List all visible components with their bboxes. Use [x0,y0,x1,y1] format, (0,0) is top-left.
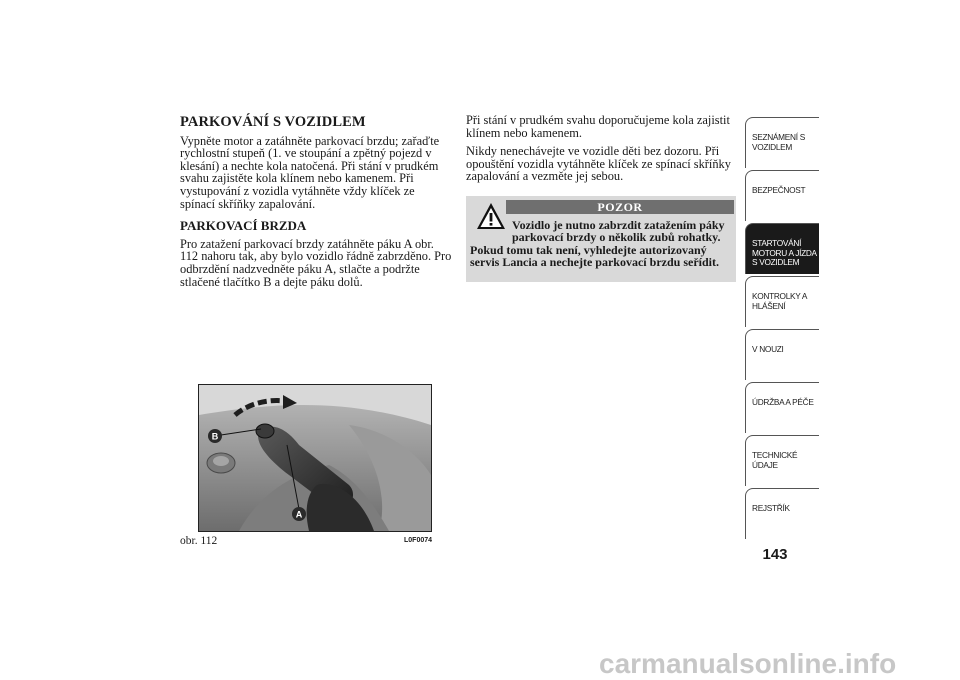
tab-seznameni[interactable] [745,117,819,168]
tab-label: KONTROLKY A HLÁŠENÍ [752,291,807,311]
parking-brake-figure [198,384,432,532]
warning-text-rest: Pokud tomu tak není, vyhledejte autorizovaný servis Lancia a nechejte parkovací brzdu seřídit. [470,242,719,269]
warning-text [470,219,732,268]
parking-brake-paragraph: Pro zatažení parkovací brzdy zatáhněte páku A obr. 112 nahoru tak, aby bylo vozidlo řádně zabrzděno. Pro odbrzdění nadzvedněte páku A, stlačte a podržte stlačené tlačítko B a dejte páku dolů. [180,236,452,289]
slope-paragraph: Při stání v prudkém svahu doporučujeme kola zajistit klínem nebo kamenem. [466,113,730,140]
tab-kontrolky[interactable] [745,276,819,327]
tab-technicke-udaje[interactable] [745,435,819,486]
tab-label: V NOUZI [752,344,784,354]
tab-udrzba[interactable] [745,382,819,433]
figure-caption: obr. 112 [180,535,218,547]
watermark: carmanualsonline.info [599,648,897,679]
tab-label: ÚDRŽBA A PÉČE [752,397,814,407]
parking-brake-illustration [199,385,431,531]
warning-text-line1: Vozidlo je nutno zabrzdit zatažením páky [512,218,725,232]
label-a: A [295,509,303,520]
warning-text-line2: parkovací brzdy o několik zubů rohatky. [512,230,721,245]
chapter-sidebar [745,117,819,541]
left-column [180,116,452,294]
parking-paragraph: Vypněte motor a zatáhněte parkovací brzdu; zařaďte rychlostní stupeň (1. ve stoupání a zpětný pojezd v klesání) a nechte kola natočená. Při stání v prudkém svahu zajistěte kola klínem nebo kamenem. Při vystupování z vozidla vytáhněte vždy klíček ze spínací skříňky zapalování. [180,133,440,211]
warning-box [466,196,736,282]
section-heading: PARKOVÁNÍ S VOZIDLEM [180,114,366,130]
tab-label: BEZPEČNOST [752,185,806,195]
figure-code: L0F0074 [404,537,433,544]
page-number: 143 [762,546,788,563]
tab-startovani[interactable] [745,223,819,274]
tab-label: REJSTŘÍK [752,503,790,513]
warning-title: POZOR [506,200,734,214]
tab-rejstrik[interactable] [745,488,819,539]
tab-bezpecnost[interactable] [745,170,819,221]
right-column [466,114,736,189]
tab-v-nouzi[interactable] [745,329,819,380]
label-b: B [211,431,219,442]
tab-label: TECHNICKÉ ÚDAJE [752,450,798,470]
tab-label: SEZNÁMENÍ S VOZIDLEM [752,132,805,152]
tab-label: STARTOVÁNÍ MOTORU A JÍZDA S VOZIDLEM [752,238,817,267]
parking-brake-heading: PARKOVACÍ BRZDA [180,218,307,234]
children-paragraph: Nikdy nenechávejte ve vozidle děti bez dozoru. Při opouštění vozidla vytáhněte klíček ze spínací skříňky zapalování a vezměte jej sebou. [466,144,731,184]
